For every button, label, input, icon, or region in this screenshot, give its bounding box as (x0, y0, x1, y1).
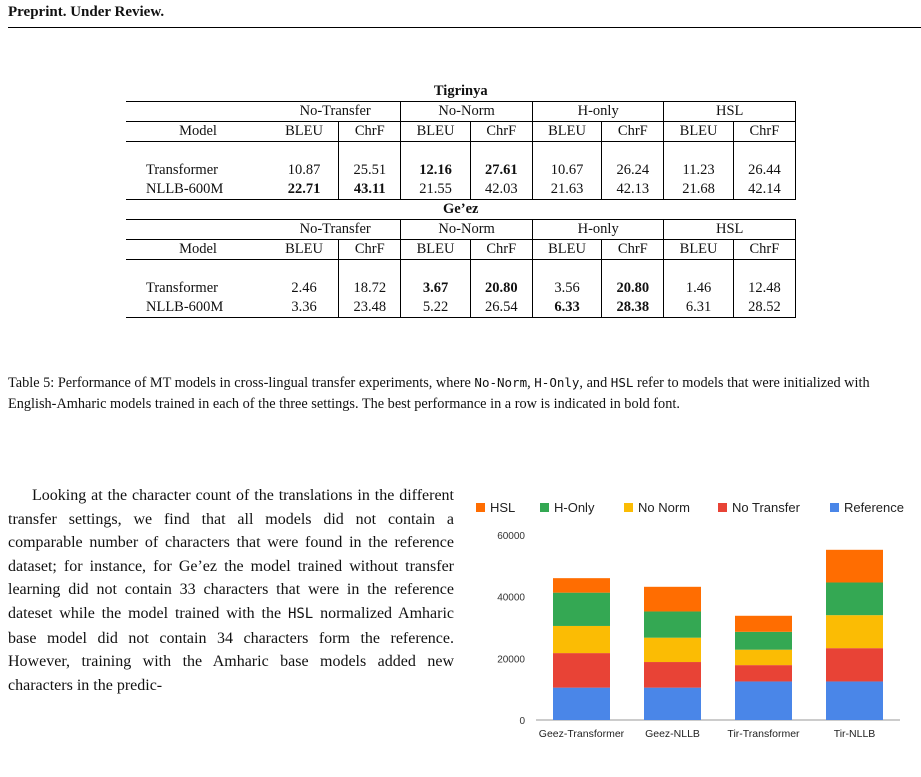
results-table (126, 82, 796, 318)
score-cell: 42.13 (602, 180, 664, 200)
model-name: NLLB-600M (126, 298, 270, 318)
score-cell: 27.61 (470, 161, 532, 180)
group-header: H-only (532, 220, 664, 240)
body-paragraph (8, 484, 454, 697)
model-name: NLLB-600M (126, 180, 270, 200)
score-cell: 5.22 (401, 298, 470, 318)
score-cell: 26.24 (602, 161, 664, 180)
metric-header: ChrF (733, 122, 795, 142)
score-cell: 25.51 (339, 161, 401, 180)
bar-segment (644, 638, 701, 662)
metric-header: BLEU (270, 122, 339, 142)
legend-label: HSL (490, 500, 516, 515)
body-text: Looking at the character count of the translations in the different transfer settings, we find that all models did not contain a comparable number of characters that were found in the reference dataset; for instance, for Ge’ez the model trained without transfer learning did not contain 33 characters that were in the reference dateset while the model trained with the (8, 487, 454, 622)
character-count-chart (470, 492, 910, 777)
x-tick-label: Tir-Transformer (727, 728, 800, 740)
bar-segment (553, 626, 610, 653)
metric-header: BLEU (401, 122, 470, 142)
spacer-cell (126, 260, 270, 280)
language-row (126, 200, 796, 220)
score-cell: 2.46 (270, 279, 339, 298)
table-row (126, 161, 796, 180)
legend-label: Reference (844, 500, 904, 515)
metric-header-row (126, 240, 796, 260)
legend-swatch (540, 503, 549, 512)
score-cell: 21.63 (532, 180, 601, 200)
language-label: Ge’ez (443, 201, 479, 217)
caption-code: H-Only (534, 375, 580, 390)
caption-text: Table 5: Performance of MT models in cross-lingual transfer experiments, where (8, 375, 475, 391)
bar-segment (644, 587, 701, 612)
score-cell: 12.48 (733, 279, 795, 298)
score-cell: 1.46 (664, 279, 733, 298)
model-name: Transformer (146, 162, 218, 178)
spacer-cell (401, 142, 470, 162)
spacer-cell (532, 260, 601, 280)
metric-header: BLEU (401, 240, 470, 260)
metric-header: ChrF (602, 240, 664, 260)
score-cell: 3.36 (270, 298, 339, 318)
legend-swatch (476, 503, 485, 512)
spacer-cell (602, 142, 664, 162)
score-cell: 11.23 (664, 161, 733, 180)
x-tick-label: Geez-Transformer (538, 728, 625, 740)
spacer-cell (733, 142, 795, 162)
table-row (126, 180, 796, 200)
bar-segment (735, 650, 792, 665)
bar-segment (735, 665, 792, 681)
legend-label: No Transfer (732, 500, 800, 515)
group-header: HSL (664, 220, 796, 240)
group-header: H-only (532, 102, 664, 122)
score-cell: 6.33 (532, 298, 601, 318)
score-cell: 3.56 (532, 279, 601, 298)
spacer-row (126, 142, 796, 162)
metric-header: BLEU (270, 240, 339, 260)
score-cell: 26.54 (470, 298, 532, 318)
model-column-header: Model (126, 240, 270, 260)
stacked-bar-chart (470, 492, 910, 777)
legend-swatch (718, 503, 727, 512)
legend-label: No Norm (638, 500, 691, 515)
metric-header: ChrF (470, 122, 532, 142)
legend-label: H-Only (554, 500, 595, 515)
score-cell: 20.80 (602, 279, 664, 298)
y-tick-label: 20000 (497, 654, 525, 666)
group-header-row (126, 102, 796, 122)
y-tick-label: 60000 (497, 531, 525, 542)
metric-header: BLEU (532, 122, 601, 142)
spacer-cell (664, 142, 733, 162)
score-cell: 20.80 (470, 279, 532, 298)
score-cell: 22.71 (270, 180, 339, 200)
caption-code: No-Norm (474, 375, 528, 390)
spacer-cell (270, 260, 339, 280)
group-header-row (126, 220, 796, 240)
empty-cell (126, 102, 270, 122)
group-header: HSL (664, 102, 796, 122)
spacer-cell (664, 260, 733, 280)
group-header: No-Transfer (270, 102, 401, 122)
model-column-header: Model (126, 122, 270, 142)
legend-swatch (624, 503, 633, 512)
group-header: No-Norm (401, 102, 533, 122)
score-cell: 3.67 (401, 279, 470, 298)
header-rule (8, 27, 921, 28)
bar-segment (826, 681, 883, 720)
caption-text: refer to models that were initialized with English-Amharic models trained in each of the three settings. The best performance in a row is indicated in bold font. (8, 375, 870, 412)
score-cell: 42.14 (733, 180, 795, 200)
metric-header: BLEU (664, 240, 733, 260)
bar-segment (644, 611, 701, 637)
bar-segment (553, 593, 610, 626)
running-header: Preprint. Under Review. (8, 4, 165, 20)
table-row (126, 298, 796, 318)
results-table-grid (126, 82, 796, 318)
score-cell: 43.11 (339, 180, 401, 200)
language-row (126, 82, 796, 102)
metric-header: ChrF (339, 122, 401, 142)
bar-segment (826, 648, 883, 681)
bar-segment (735, 616, 792, 632)
score-cell: 12.16 (401, 161, 470, 180)
spacer-cell (532, 142, 601, 162)
table-row (126, 279, 796, 298)
metric-header: ChrF (733, 240, 795, 260)
score-cell: 23.48 (339, 298, 401, 318)
bar-segment (826, 550, 883, 583)
x-tick-label: Tir-NLLB (833, 728, 876, 740)
bar-segment (735, 632, 792, 650)
empty-cell (126, 220, 270, 240)
score-cell: 10.87 (270, 161, 339, 180)
x-tick-label: Geez-NLLB (645, 728, 700, 740)
spacer-cell (401, 260, 470, 280)
spacer-row (126, 260, 796, 280)
y-tick-label: 40000 (497, 592, 525, 604)
spacer-cell (470, 260, 532, 280)
group-header: No-Norm (401, 220, 533, 240)
caption-code: HSL (610, 375, 634, 390)
model-name: Transformer (146, 280, 218, 296)
score-cell: 21.68 (664, 180, 733, 200)
score-cell: 6.31 (664, 298, 733, 318)
spacer-cell (733, 260, 795, 280)
metric-header: ChrF (339, 240, 401, 260)
language-label: Tigrinya (433, 83, 488, 99)
y-tick-label: 0 (519, 716, 525, 727)
spacer-cell (126, 142, 270, 162)
group-header: No-Transfer (270, 220, 401, 240)
metric-header: BLEU (532, 240, 601, 260)
bar-segment (553, 578, 610, 592)
spacer-cell (270, 142, 339, 162)
spacer-cell (339, 260, 401, 280)
bar-segment (553, 653, 610, 688)
body-text: normalized Amharic base model did not contain 34 characters form the reference. However, training with the Amharic base models added new characters in the predic- (8, 604, 455, 694)
spacer-cell (470, 142, 532, 162)
metric-header: BLEU (664, 122, 733, 142)
caption-text: , (527, 375, 535, 391)
bar-segment (644, 688, 701, 720)
score-cell: 26.44 (733, 161, 795, 180)
spacer-cell (339, 142, 401, 162)
bar-segment (735, 681, 792, 720)
bar-segment (826, 582, 883, 615)
score-cell: 18.72 (339, 279, 401, 298)
body-code: HSL (287, 605, 314, 622)
score-cell: 21.55 (401, 180, 470, 200)
metric-header: ChrF (470, 240, 532, 260)
score-cell: 28.52 (733, 298, 795, 318)
metric-header: ChrF (602, 122, 664, 142)
bar-segment (644, 662, 701, 688)
spacer-cell (602, 260, 664, 280)
metric-header-row (126, 122, 796, 142)
legend-swatch (830, 503, 839, 512)
bar-segment (826, 615, 883, 648)
score-cell: 10.67 (532, 161, 601, 180)
bar-segment (553, 688, 610, 720)
score-cell: 28.38 (602, 298, 664, 318)
score-cell: 42.03 (470, 180, 532, 200)
table-caption (8, 372, 920, 415)
caption-text: , and (579, 375, 611, 391)
